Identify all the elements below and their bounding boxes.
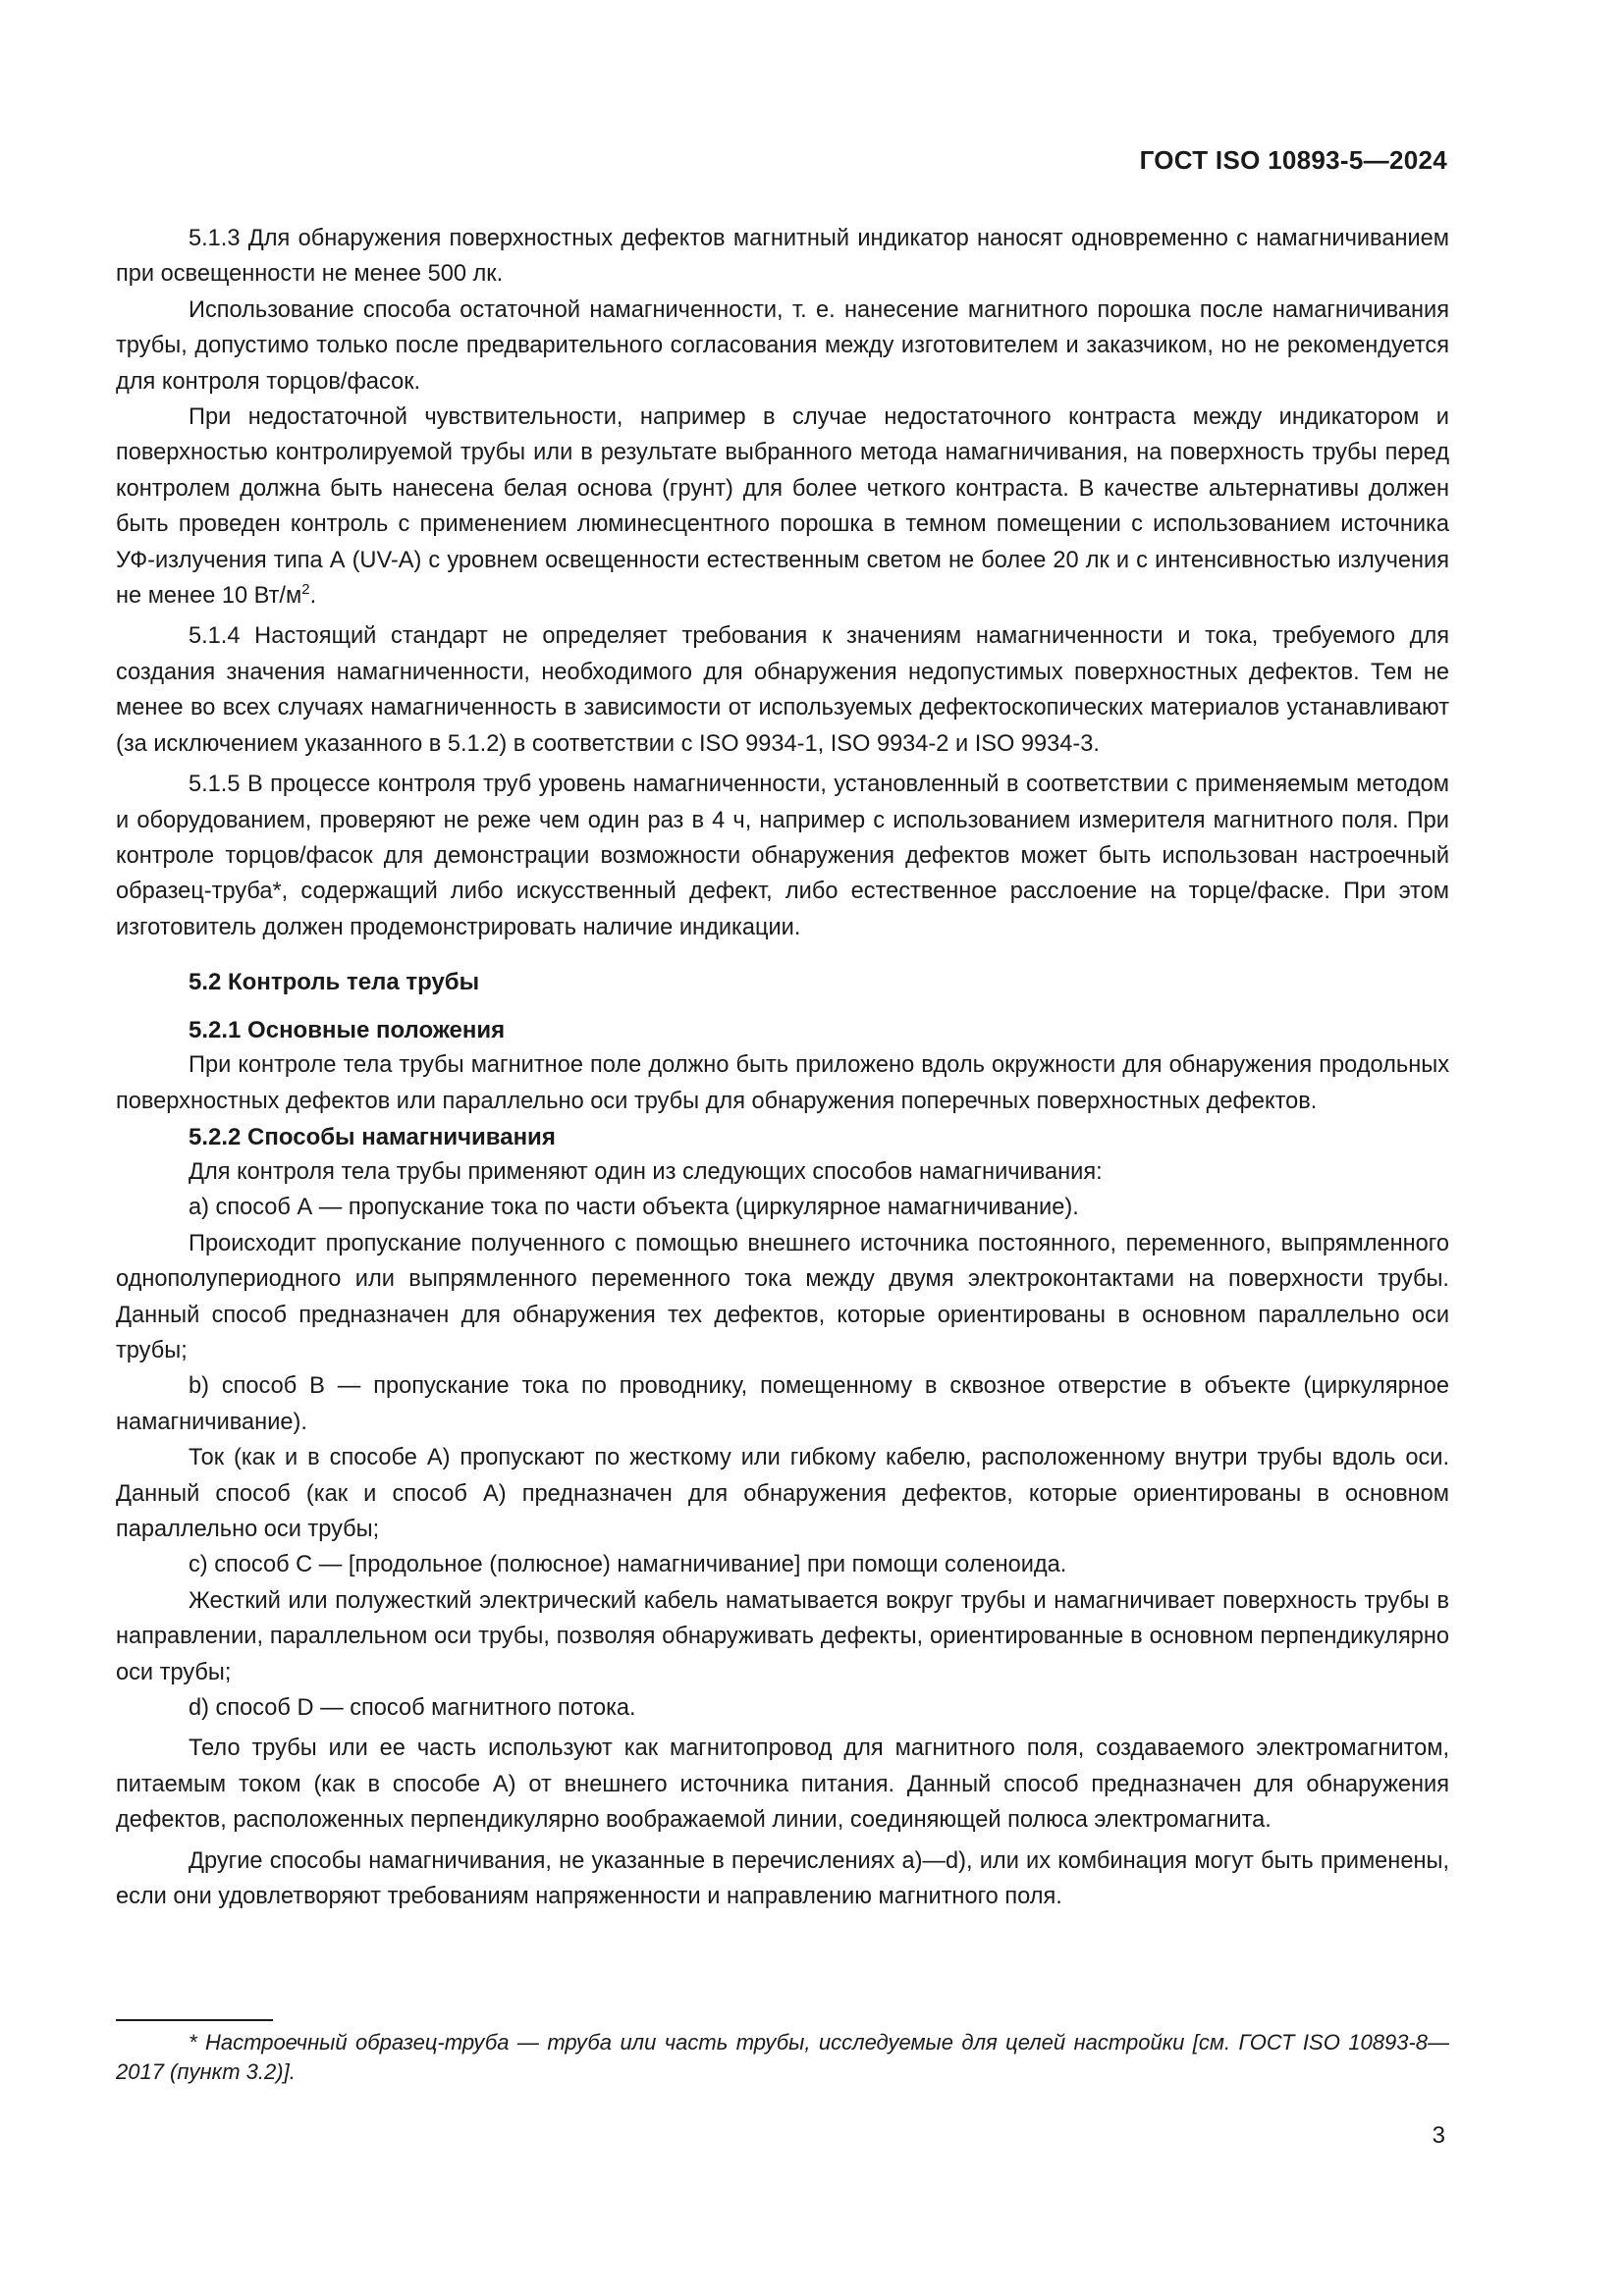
paragraph-other-methods: Другие способы намагничивания, не указанные в перечислениях а)—d), или их комбинация могут быть применены, если они удовлетворяют требованиям напряженности и направлению магнитного поля. [116, 1847, 1449, 1910]
list-item-c: c) способ С — [продольное (полюсное) намагничивание] при помощи соленоида. [189, 1552, 1067, 1578]
paragraph-end: . [309, 583, 317, 610]
superscript: 2 [301, 581, 310, 599]
list-item-b-description: Ток (как и в способе А) пропускают по жесткому или гибкому кабелю, расположенному внутри трубы вдоль оси. Данный способ (как и способ А) предназначен для обнаружения дефектов, которые ориентированы в основном параллельно оси трубы; [116, 1445, 1449, 1542]
subsection-heading-5-2-2: 5.2.2 Способы намагничивания [189, 1123, 556, 1150]
paragraph-5-2-2-intro: Для контроля тела трубы применяют один из следующих способов намагничивания: [189, 1158, 1103, 1185]
list-item-b: b) способ В — пропускание тока по проводнику, помещенному в сквозное отверстие в объекте (циркулярное намагничивание). [116, 1373, 1449, 1435]
list-item-d: d) способ D — способ магнитного потока. [189, 1695, 636, 1722]
subsection-heading-5-2-1: 5.2.1 Основные положения [189, 1017, 506, 1044]
paragraph-5-1-3: 5.1.3 Для обнаружения поверхностных дефектов магнитный индикатор наносят одновременно с намагничиванием при освещенности не менее 500 лк. [116, 226, 1449, 288]
footnote: * Настроечный образец-труба — труба или часть трубы, исследуемые для целей настройки [см. ГОСТ ISO 10893-8—2017 (пункт 3.2)]. [116, 2030, 1449, 2084]
section-heading-5-2: 5.2 Контроль тела трубы [189, 969, 480, 996]
list-item-c-description: Жесткий или полужесткий электрический кабель наматывается вокруг трубы и намагничивает поверхность трубы в направлении, параллельном оси трубы, позволяя обнаруживать дефекты, ориентированные в основном перпендикулярно оси трубы; [116, 1587, 1449, 1685]
page-number: 3 [1432, 2122, 1445, 2149]
footnote-divider [116, 2019, 273, 2021]
paragraph-5-2-1: При контроле тела трубы магнитное поле должно быть приложено вдоль окружности для обнаружения продольных поверхностных дефектов или параллельно оси трубы для обнаружения поперечных поверхностных дефектов. [116, 1052, 1449, 1114]
document-header: ГОСТ ISO 10893-5—2024 [1139, 145, 1447, 175]
document-body [116, 221, 1449, 1914]
paragraph-5-1-5: 5.1.5 В процессе контроля труб уровень намагниченности, установленный в соответствии с применяемым методом и оборудованием, проверяют не реже чем один раз в 4 ч, например с использованием измерителя магнитного поля. При контроле торцов/фасок для демонстрации возможности обнаружения дефектов может быть использован настроечный образец-труба*, содержащий либо искусственный дефект, либо естественное расслоение на торце/фаске. При этом изготовитель должен продемонстрировать наличие индикации. [116, 772, 1449, 940]
paragraph-residual-magnetization: Использование способа остаточной намагниченности, т. е. нанесение магнитного порошка после намагничивания трубы, допустимо только после предварительного согласования между изготовителем и заказчиком, но не рекомендуется для контроля торцов/фасок. [116, 296, 1449, 395]
paragraph-insufficient-sensitivity [116, 400, 1449, 614]
list-item-a-description: Происходит пропускание полученного с помощью внешнего источника постоянного, переменного, выпрямленного однополупериодного или выпрямленного переменного тока между двумя электроконтактами на поверхности трубы. Данный способ предназначен для обнаружения тех дефектов, которые ориентированы в основном параллельно оси трубы; [116, 1230, 1449, 1363]
paragraph-text: При недостаточной чувствительности, например в случае недостаточного контраста между индикатором и поверхностью контролируемой трубы или в результате выбранного метода намагничивания, на поверхность трубы перед контролем должна быть нанесена белая основа (грунт) для более четкого контраста. В качестве альтернативы должен быть проведен контроль с применением люминесцентного порошка в темном помещении с использованием источника УФ-излучения типа А (UV-A) с уровнем освещенности естественным светом не более 20 лк и с интенсивностью излучения не менее 10 Вт/м [116, 404, 1449, 610]
list-item-d-description: Тело трубы или ее часть используют как магнитопровод для магнитного поля, создаваемого электромагнитом, питаемым током (как в способе А) от внешнего источника питания. Данный способ предназначен для обнаружения дефектов, расположенных перпендикулярно воображаемой линии, соединяющей полюса электромагнита. [116, 1735, 1449, 1834]
list-item-a: a) способ А — пропускание тока по части объекта (циркулярное намагничивание). [189, 1195, 1079, 1221]
paragraph-5-1-4: 5.1.4 Настоящий стандарт не определяет требования к значениям намагниченности и тока, требуемого для создания значения намагниченности, необходимого для обнаружения недопустимых поверхностных дефектов. Тем не менее во всех случаях намагниченность в зависимости от используемых дефектоскопических материалов устанавливают (за исключением указанного в 5.1.2) в соответствии с ISO 9934-1, ISO 9934-2 и ISO 9934-3. [116, 623, 1449, 757]
